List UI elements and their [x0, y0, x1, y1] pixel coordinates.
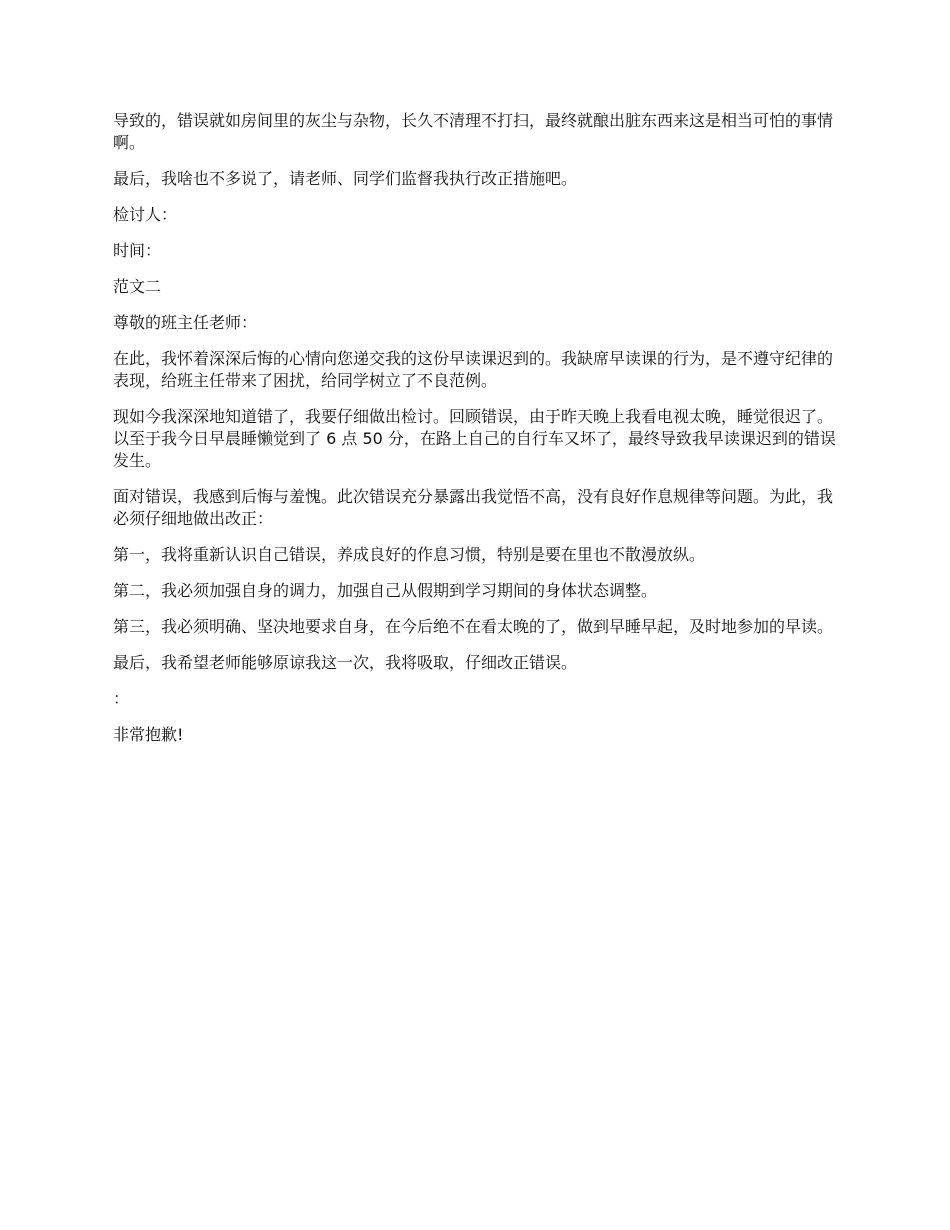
paragraph-point-3: 第三，我必须明确、坚决地要求自身，在今后绝不在看太晚的了，做到早睡早起，及时地参加的早读。 [113, 617, 834, 636]
paragraph-colon: ： [113, 689, 130, 708]
paragraph-closing-2: 最后，我希望老师能够原谅我这一次，我将吸取，仔细改正错误。 [113, 653, 578, 672]
paragraph-review: 现如今我深深地知道错了，我要仔细做出检讨。回顾错误，由于昨天晚上我看电视太晚，睡觉很迟了。以至于我今日早晨睡懒觉到了 6 点 50 分，在路上自己的自行车又坏了，最终导致我早读课迟到的错误发生。 [113, 407, 836, 470]
paragraph-intro: 在此，我怀着深深后悔的心情向您递交我的这份早读课迟到的。我缺席早读课的行为，是不遵守纪律的表现，给班主任带来了困扰，给同学树立了不良范例。 [113, 349, 834, 390]
signature-time-label: 时间： [113, 241, 162, 260]
signature-reviewer-label: 检讨人： [113, 205, 178, 224]
paragraph-point-1: 第一，我将重新认识自己错误，养成良好的作息习惯，特别是要在里也不散漫放纵。 [113, 545, 706, 564]
paragraph-closing-1: 最后，我啥也不多说了，请老师、同学们监督我执行改正措施吧。 [113, 169, 578, 188]
salutation: 尊敬的班主任老师： [113, 313, 258, 332]
paragraph-apology: 非常抱歉! [113, 725, 184, 744]
paragraph-point-2: 第二，我必须加强自身的调力，加强自己从假期到学习期间的身体状态调整。 [113, 581, 658, 600]
document-page [113, 110, 843, 760]
section-heading: 范文二 [113, 277, 162, 296]
paragraph-continuation: 导致的，错误就如房间里的灰尘与杂物，长久不清理不打扫，最终就酿出脏东西来这是相当可怕的事情啊。 [113, 111, 834, 152]
paragraph-reflection: 面对错误，我感到后悔与羞愧。此次错误充分暴露出我觉悟不高，没有良好作息规律等问题。为此，我必须仔细地做出改正： [113, 487, 834, 528]
